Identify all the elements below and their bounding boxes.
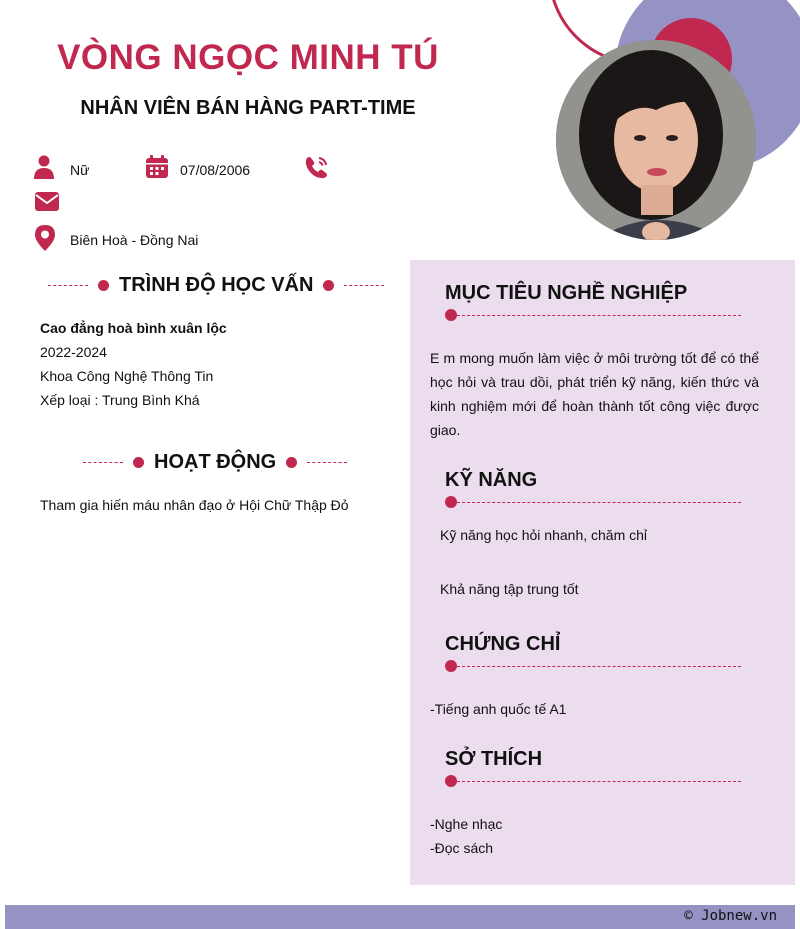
objective-rule [445, 309, 741, 321]
hobby-item: -Đọc sách [430, 840, 494, 856]
person-icon [34, 155, 58, 179]
activities-title: HOẠT ĐỘNG [154, 451, 277, 473]
education-faculty: Khoa Công Nghệ Thông Tin [40, 368, 214, 384]
hobbies-title: SỞ THÍCH [445, 748, 543, 770]
certificates-rule [445, 660, 741, 672]
education-title: TRÌNH ĐỘ HỌC VẤN [119, 274, 314, 296]
activities-text: Tham gia hiến máu nhân đạo ở Hội Chữ Thập Đỏ [40, 497, 349, 513]
education-grade: Xếp loại : Trung Bình Khá [40, 392, 200, 408]
footer-credit[interactable]: © Jobnew.vn [684, 908, 777, 924]
person-name: VÒNG NGỌC MINH TÚ [57, 38, 439, 77]
phone-icon [304, 154, 328, 178]
objective-title: MỤC TIÊU NGHỀ NGHIỆP [445, 282, 688, 304]
heading-dot [286, 457, 297, 468]
certificate-item: -Tiếng anh quốc tế A1 [430, 701, 567, 717]
hobbies-rule [445, 775, 741, 787]
gender-value: Nữ [70, 162, 90, 178]
birthday-value: 07/08/2006 [180, 162, 251, 178]
footer-bar [5, 905, 795, 929]
location-value: Biên Hoà - Đồng Nai [70, 232, 199, 248]
heading-dot [323, 280, 334, 291]
school-name: Cao đẳng hoà bình xuân lộc [40, 320, 227, 336]
calendar-icon [145, 155, 169, 179]
activities-heading [83, 451, 347, 474]
education-heading [48, 274, 384, 297]
education-years: 2022-2024 [40, 344, 107, 360]
education-details [40, 316, 227, 412]
heading-dot [133, 457, 144, 468]
envelope-icon [35, 190, 59, 214]
objective-text: E m mong muốn làm việc ở môi trường tốt để có thể học hỏi và trau dồi, phát triển kỹ năng, kiến thức và kinh nghiệm mới để hoàn thành tốt công việc được giao. [430, 350, 759, 438]
location-pin-icon [35, 225, 59, 249]
job-title: NHÂN VIÊN BÁN HÀNG PART-TIME [80, 97, 416, 119]
certificates-title: CHỨNG CHỈ [445, 633, 561, 655]
hobby-item: -Nghe nhạc [430, 816, 503, 832]
skill-item: Kỹ năng học hỏi nhanh, chăm chỉ [440, 527, 648, 543]
heading-dot [98, 280, 109, 291]
profile-photo [556, 40, 756, 240]
skills-title: KỸ NĂNG [445, 469, 538, 491]
skills-rule [445, 496, 741, 508]
skill-item: Khả năng tập trung tốt [440, 581, 579, 597]
